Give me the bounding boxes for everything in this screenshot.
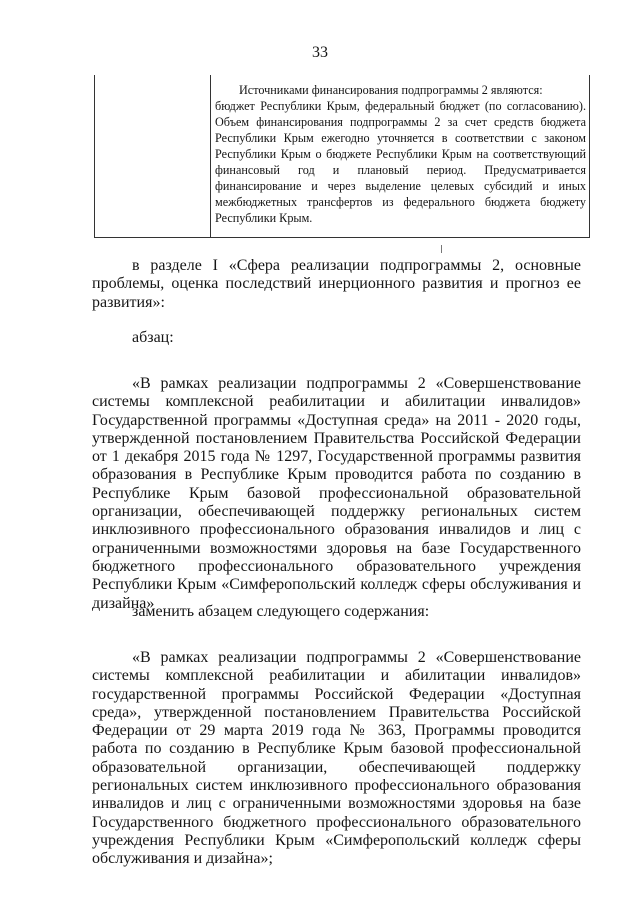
funding-sources-text: бюджет Республики Крым, федеральный бюджет (по согласованию). Объем финансирования подпрограммы 2 за счет средств бюджета Республики Крым ежегодно уточняется в соответствии с законом Республики Крым о бюджете Республики Крым на соответствующий финансовый год и плановый период. Предусматривается финансирование и через выделение целевых субсидий и иных межбюджетных трансфертов из федерального бюджета бюджету Республики Крым. — [215, 99, 586, 225]
replace-instruction: заменить абзацем следующего содержания: — [132, 603, 430, 620]
new-text-paragraph: «В рамках реализации подпрограммы 2 «Совершенствование системы комплексной реабилитации и абилитации инвалидов» государственной программы Российской Федерации «Доступная среда», утвержденной постановлением Правительства Российской Федерации от 29 марта 2019 года № 363, Программы проводится работа по созданию в Республике Крым базовой профессиональной образовательной организации, обеспечивающей поддержку региональных систем инклюзивного профессионального образования инвалидов и лиц с ограниченными возможностями здоровья на базе Государственного бюджетного профессионального образовательного учреждения Республики Крым «Симферопольский колледж сферы обслуживания и дизайна»; — [92, 649, 581, 868]
funding-sources-cell — [215, 82, 586, 226]
funding-table-fragment — [94, 75, 590, 238]
old-text-paragraph: «В рамках реализации подпрограммы 2 «Совершенствование системы комплексной реабилитации и абилитации инвалидов» Государственной программы «Доступная среда» на 2011 - 2020 годы, утвержденной постановлением Правительства Российской Федерации от 1 декабря 2015 года № 1297, Государственной программы развития образования в Республике Крым проводится работа по созданию в Республике Крым базовой профессиональной образовательной организации, обеспечивающей поддержку региональных систем инклюзивного профессионального образования инвалидов и лиц с ограниченными возможностями здоровья на базе Государственного бюджетного профессионального образовательного учреждения Республики Крым «Симферопольский колледж сферы обслуживания и дизайна» — [92, 375, 581, 612]
section-reference-paragraph: в разделе I «Сфера реализации подпрограммы 2, основные проблемы, оценка последствий инерционного развития и прогноз ее развития»: — [92, 257, 581, 311]
scan-mark — [441, 245, 442, 253]
abzac-label: абзац: — [132, 329, 174, 346]
page-number: 33 — [312, 44, 328, 61]
funding-sources-first-line: Источниками финансирования подпрограммы 2 являются: — [239, 83, 543, 97]
table-column-divider — [210, 75, 211, 238]
